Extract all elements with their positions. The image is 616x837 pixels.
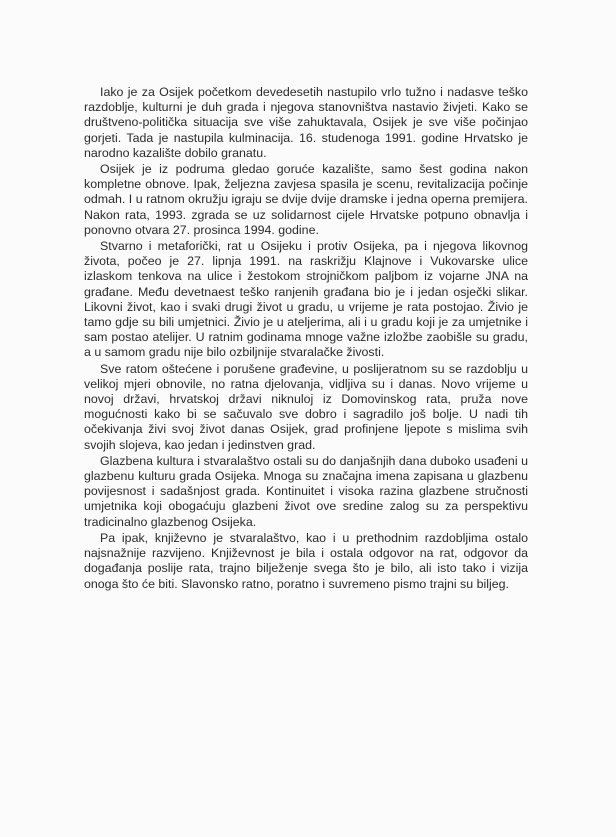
- paragraph-theatre-war: Iako je za Osijek početkom devedesetih nastupilo vrlo tužno i nadasve teško razdoblje, kulturni je duh grada i njegova stanovništva nastavio živjeti. Kako se društveno-politička situacija sve više zahuktavala, Osijek je sve više počinjao gorjeti. Tada je nastupila kulminacija. 16. studenoga 1991. godine Hrvatsko je narodno kazalište dobilo granatu.: [84, 85, 528, 160]
- document-body: [84, 85, 528, 592]
- paragraph-literature: Pa ipak, književno je stvaralaštvo, kao i u prethodnim razdobljima ostalo najsnažnije razvijeno. Književnost je bila i ostala odgovor na rat, odgovor da događanja poslije rata, trajno bilježenje svega što je bilo, ali isto tako i vizija onoga što će biti. Slavonsko ratno, poratno i suvremeno pismo trajni su biljeg.: [84, 530, 528, 591]
- paragraph-art-life: Stvarno i metaforički, rat u Osijeku i protiv Osijeka, pa i njegova likovnog života, počeo je 27. lipnja 1991. na raskrižju Klajnove i Vukovarske ulice izlaskom tenkova na ulice i žestokom strojničkom paljbom iz vojarne JNA na građane. Među devetnaest teško ranjenih građana bio je i jedan osječki slikar. Likovni život, kao i svaki drugi život u gradu, u vrijeme je rata postojao. Živio je tamo gdje su bili umjetnici. Živio je u ateljerima, ali i u gradu koji je za umjetnike i sam postao atelijer. U ratnim godinama mnoge važne izložbe zaobišle su gradu, a u samom gradu nije bilo ozbiljnije stvaralačke živosti.: [84, 239, 528, 360]
- paragraph-theatre-renewal: Osijek je iz podruma gledao goruće kazalište, samo šest godina nakon kompletne obnove. Ipak, željezna zavjesa spasila je scenu, revitalizacija počinje odmah. I u ratnom okružju igraju se dvije dvije dramske i jedna operna premijera. Nakon rata, 1993. zgrada se uz solidarnost cijele Hrvatske potpuno obnavlja i ponovno otvara 27. prosinca 1994. godine.: [84, 162, 528, 237]
- paragraph-music-culture: Glazbena kultura i stvaralaštvo ostali su do danjašnjih dana duboko usađeni u glazbenu kulturu grada Osijeka. Mnoga su značajna imena zapisana u glazbenu povijesnost i sadašnjost grada. Kontinuitet i visoka razina glazbene stručnosti umjetnika koji obogaćuju glazbeni život ove sredine zalog su za perspektivu tradicinalno glazbenog Osijeka.: [84, 453, 528, 529]
- paragraph-reconstruction: Sve ratom oštećene i porušene građevine, u poslijeratnom su se razdoblju u velikoj mjeri obnovile, no ratna djelovanja, vidljiva su i danas. Novo vrijeme u novoj državi, hrvatskoj državi niknuloj iz Domovinskog rata, pruža nove mogućnosti kako bi se sačuvalo sve dobro i sagradilo još bolje. U nadi tih očekivanja živi svoj život danas Osijek, grad profinjene ljepote s mislima svih svojih slojeva, kao jedan i jedinstven grad.: [84, 361, 528, 452]
